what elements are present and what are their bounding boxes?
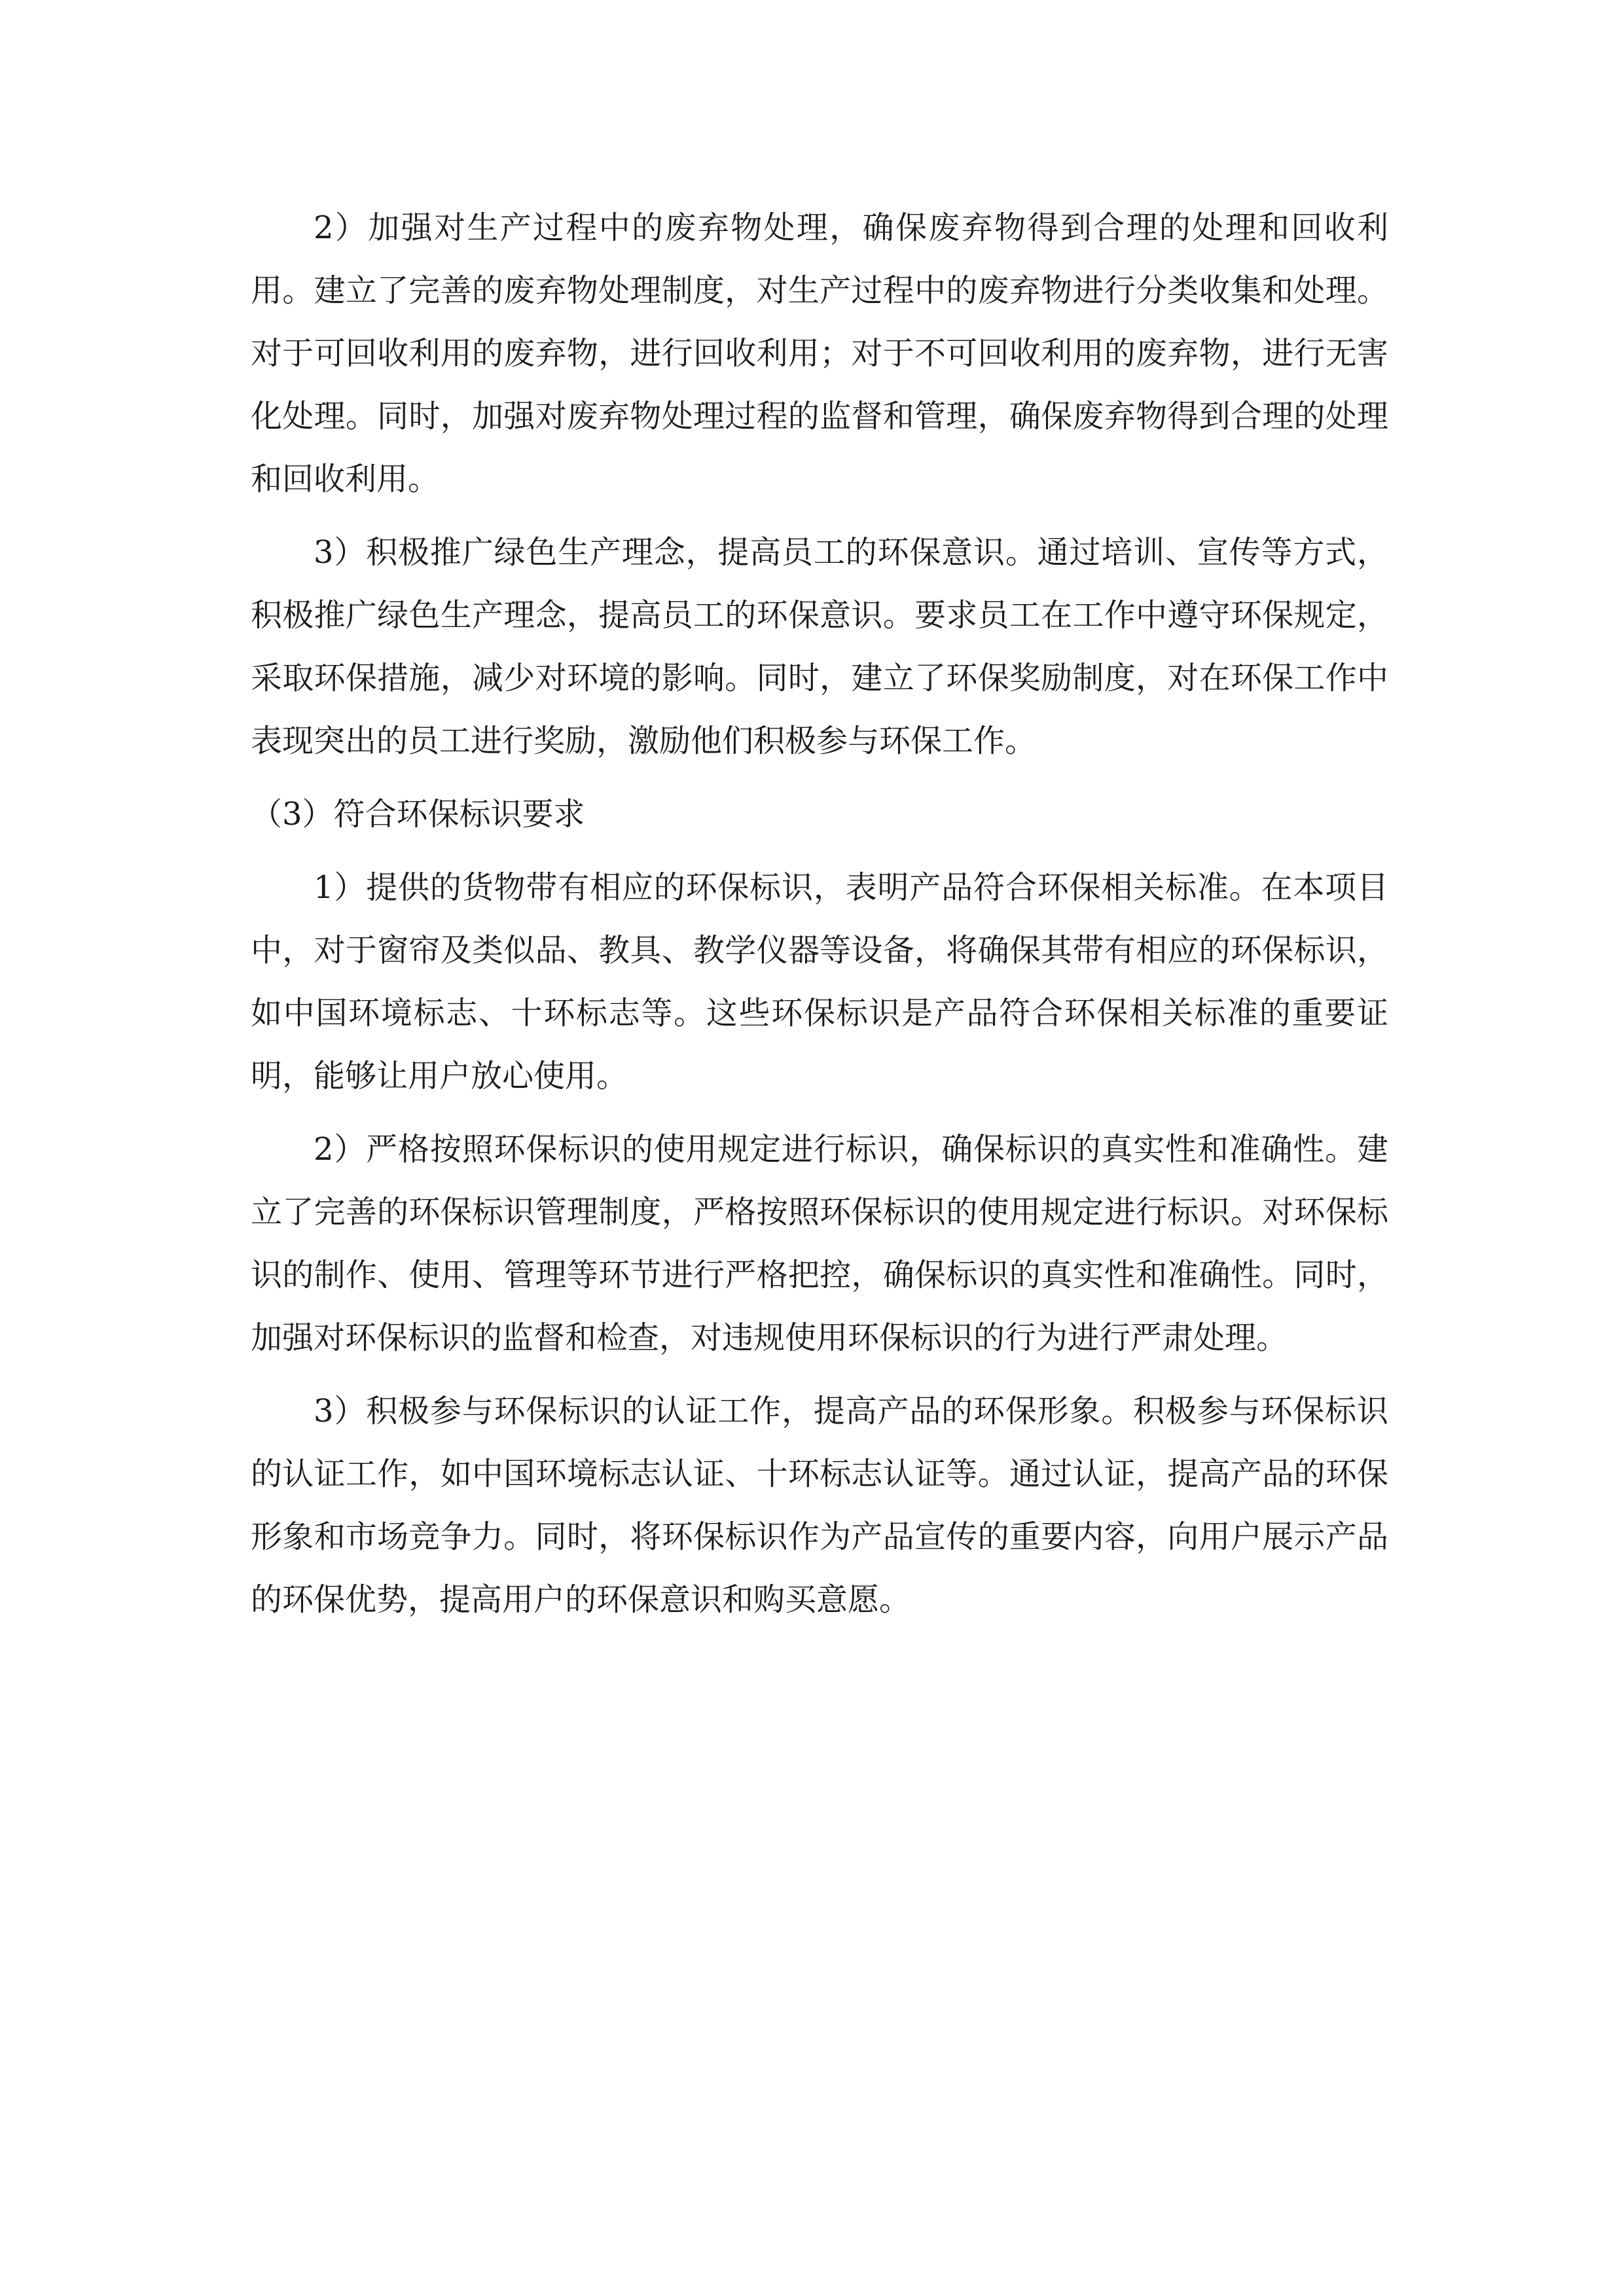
- section-heading-eco-label: （3）符合环保标识要求: [251, 796, 585, 833]
- paragraph-eco-label-rules: 2）严格按照环保标识的使用规定进行标识，确保标识的真实性和准确性。建立了完善的环保标识管理制度，严格按照环保标识的使用规定进行标识。对环保标识的制作、使用、管理等环节进行严格把控，确保标识的真实性和准确性。同时，加强对环保标识的监督和检查，对违规使用环保标识的行为进行严肃处理。: [251, 1131, 1388, 1356]
- paragraph-eco-label-certification: 3）积极参与环保标识的认证工作，提高产品的环保形象。积极参与环保标识的认证工作，如中国环境标志认证、十环标志认证等。通过认证，提高产品的环保形象和市场竞争力。同时，将环保标识作为产品宣传的重要内容，向用户展示产品的环保优势，提高用户的环保意识和购买意愿。: [251, 1393, 1388, 1618]
- paragraph-waste-handling: 2）加强对生产过程中的废弃物处理，确保废弃物得到合理的处理和回收利用。建立了完善的废弃物处理制度，对生产过程中的废弃物进行分类收集和处理。对于可回收利用的废弃物，进行回收利用；对于不可回收利用的废弃物，进行无害化处理。同时，加强对废弃物处理过程的监督和管理，确保废弃物得到合理的处理和回收利用。: [251, 209, 1388, 497]
- paragraph-eco-label-goods: 1）提供的货物带有相应的环保标识，表明产品符合环保相关标准。在本项目中，对于窗帘及类似品、教具、教学仪器等设备，将确保其带有相应的环保标识，如中国环境标志、十环标志等。这些环保标识是产品符合环保相关标准的重要证明，能够让用户放心使用。: [251, 869, 1388, 1094]
- document-body: [251, 196, 1388, 1641]
- paragraph-green-production: 3）积极推广绿色生产理念，提高员工的环保意识。通过培训、宣传等方式，积极推广绿色生产理念，提高员工的环保意识。要求员工在工作中遵守环保规定，采取环保措施，减少对环境的影响。同时，建立了环保奖励制度，对在环保工作中表现突出的员工进行奖励，激励他们积极参与环保工作。: [251, 534, 1388, 759]
